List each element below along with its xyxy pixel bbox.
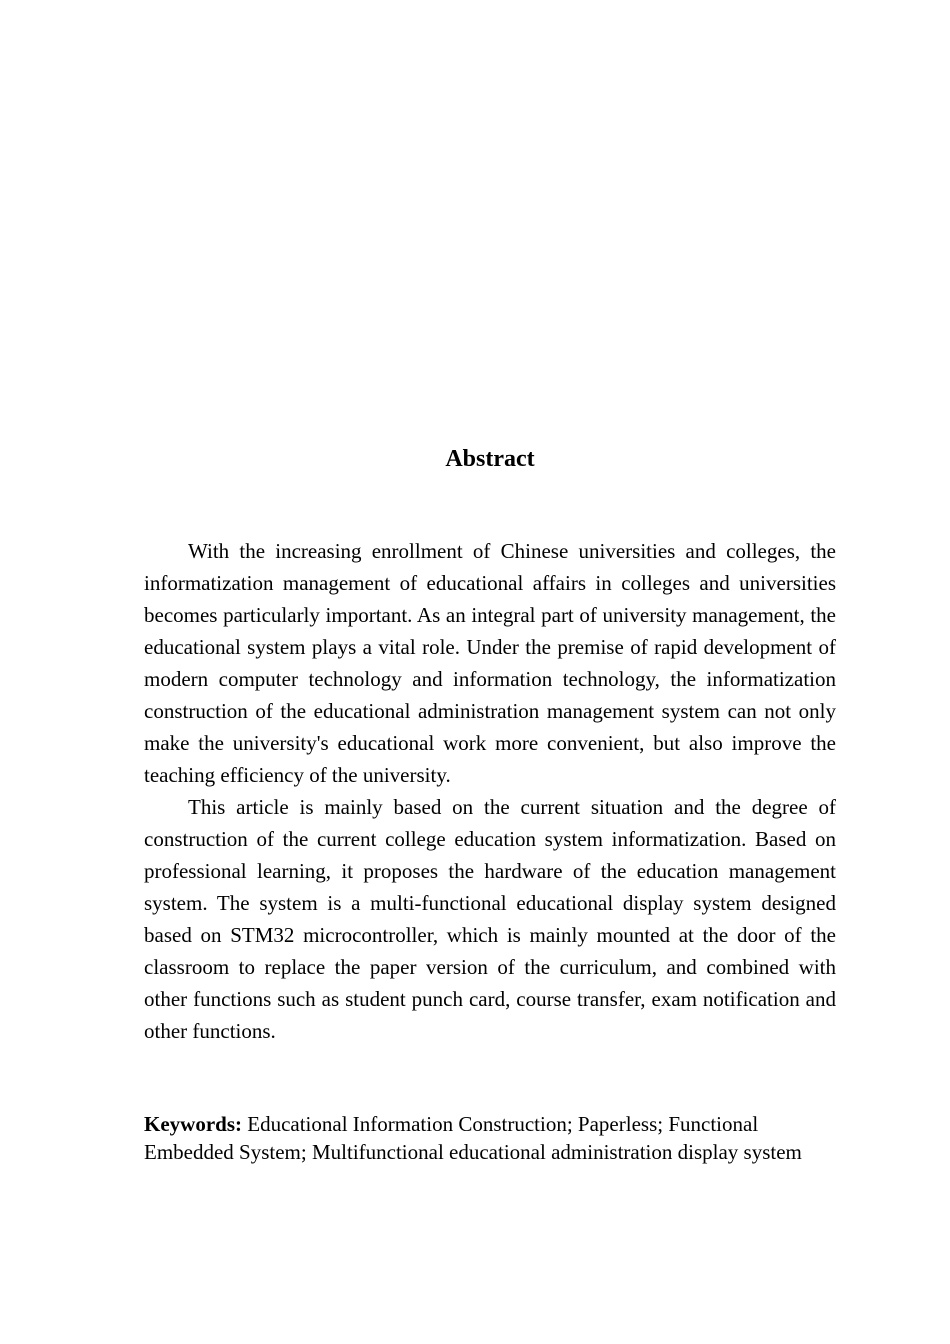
abstract-paragraph-1: With the increasing enrollment of Chinese universities and colleges, the informatization management of educational affairs in colleges and universities becomes particularly important. As an integral part of university management, the educational system plays a vital role. Under the premise of rapid development of modern computer technology and information technology, the informatization construction of the educational administration management system can not only make the university's educational work more convenient, but also improve the teaching efficiency of the university. [144,539,836,787]
keywords-line [144,1111,836,1166]
keywords-label: Keywords: [144,1112,242,1136]
abstract-paragraph-2: This article is mainly based on the current situation and the degree of construction of the current college education system informatization. Based on professional learning, it proposes the hardware of the education management system. The system is a multi-functional educational display system designed based on STM32 microcontroller, which is mainly mounted at the door of the classroom to replace the paper version of the curriculum, and combined with other functions such as student punch card, course transfer, exam notification and other functions. [144,795,836,1043]
keywords-text: Educational Information Construction; Paperless; Functional Embedded System; Multifunctional educational administration display system [144,1112,802,1164]
page-title: Abstract [445,446,535,472]
abstract-body [144,535,836,1047]
